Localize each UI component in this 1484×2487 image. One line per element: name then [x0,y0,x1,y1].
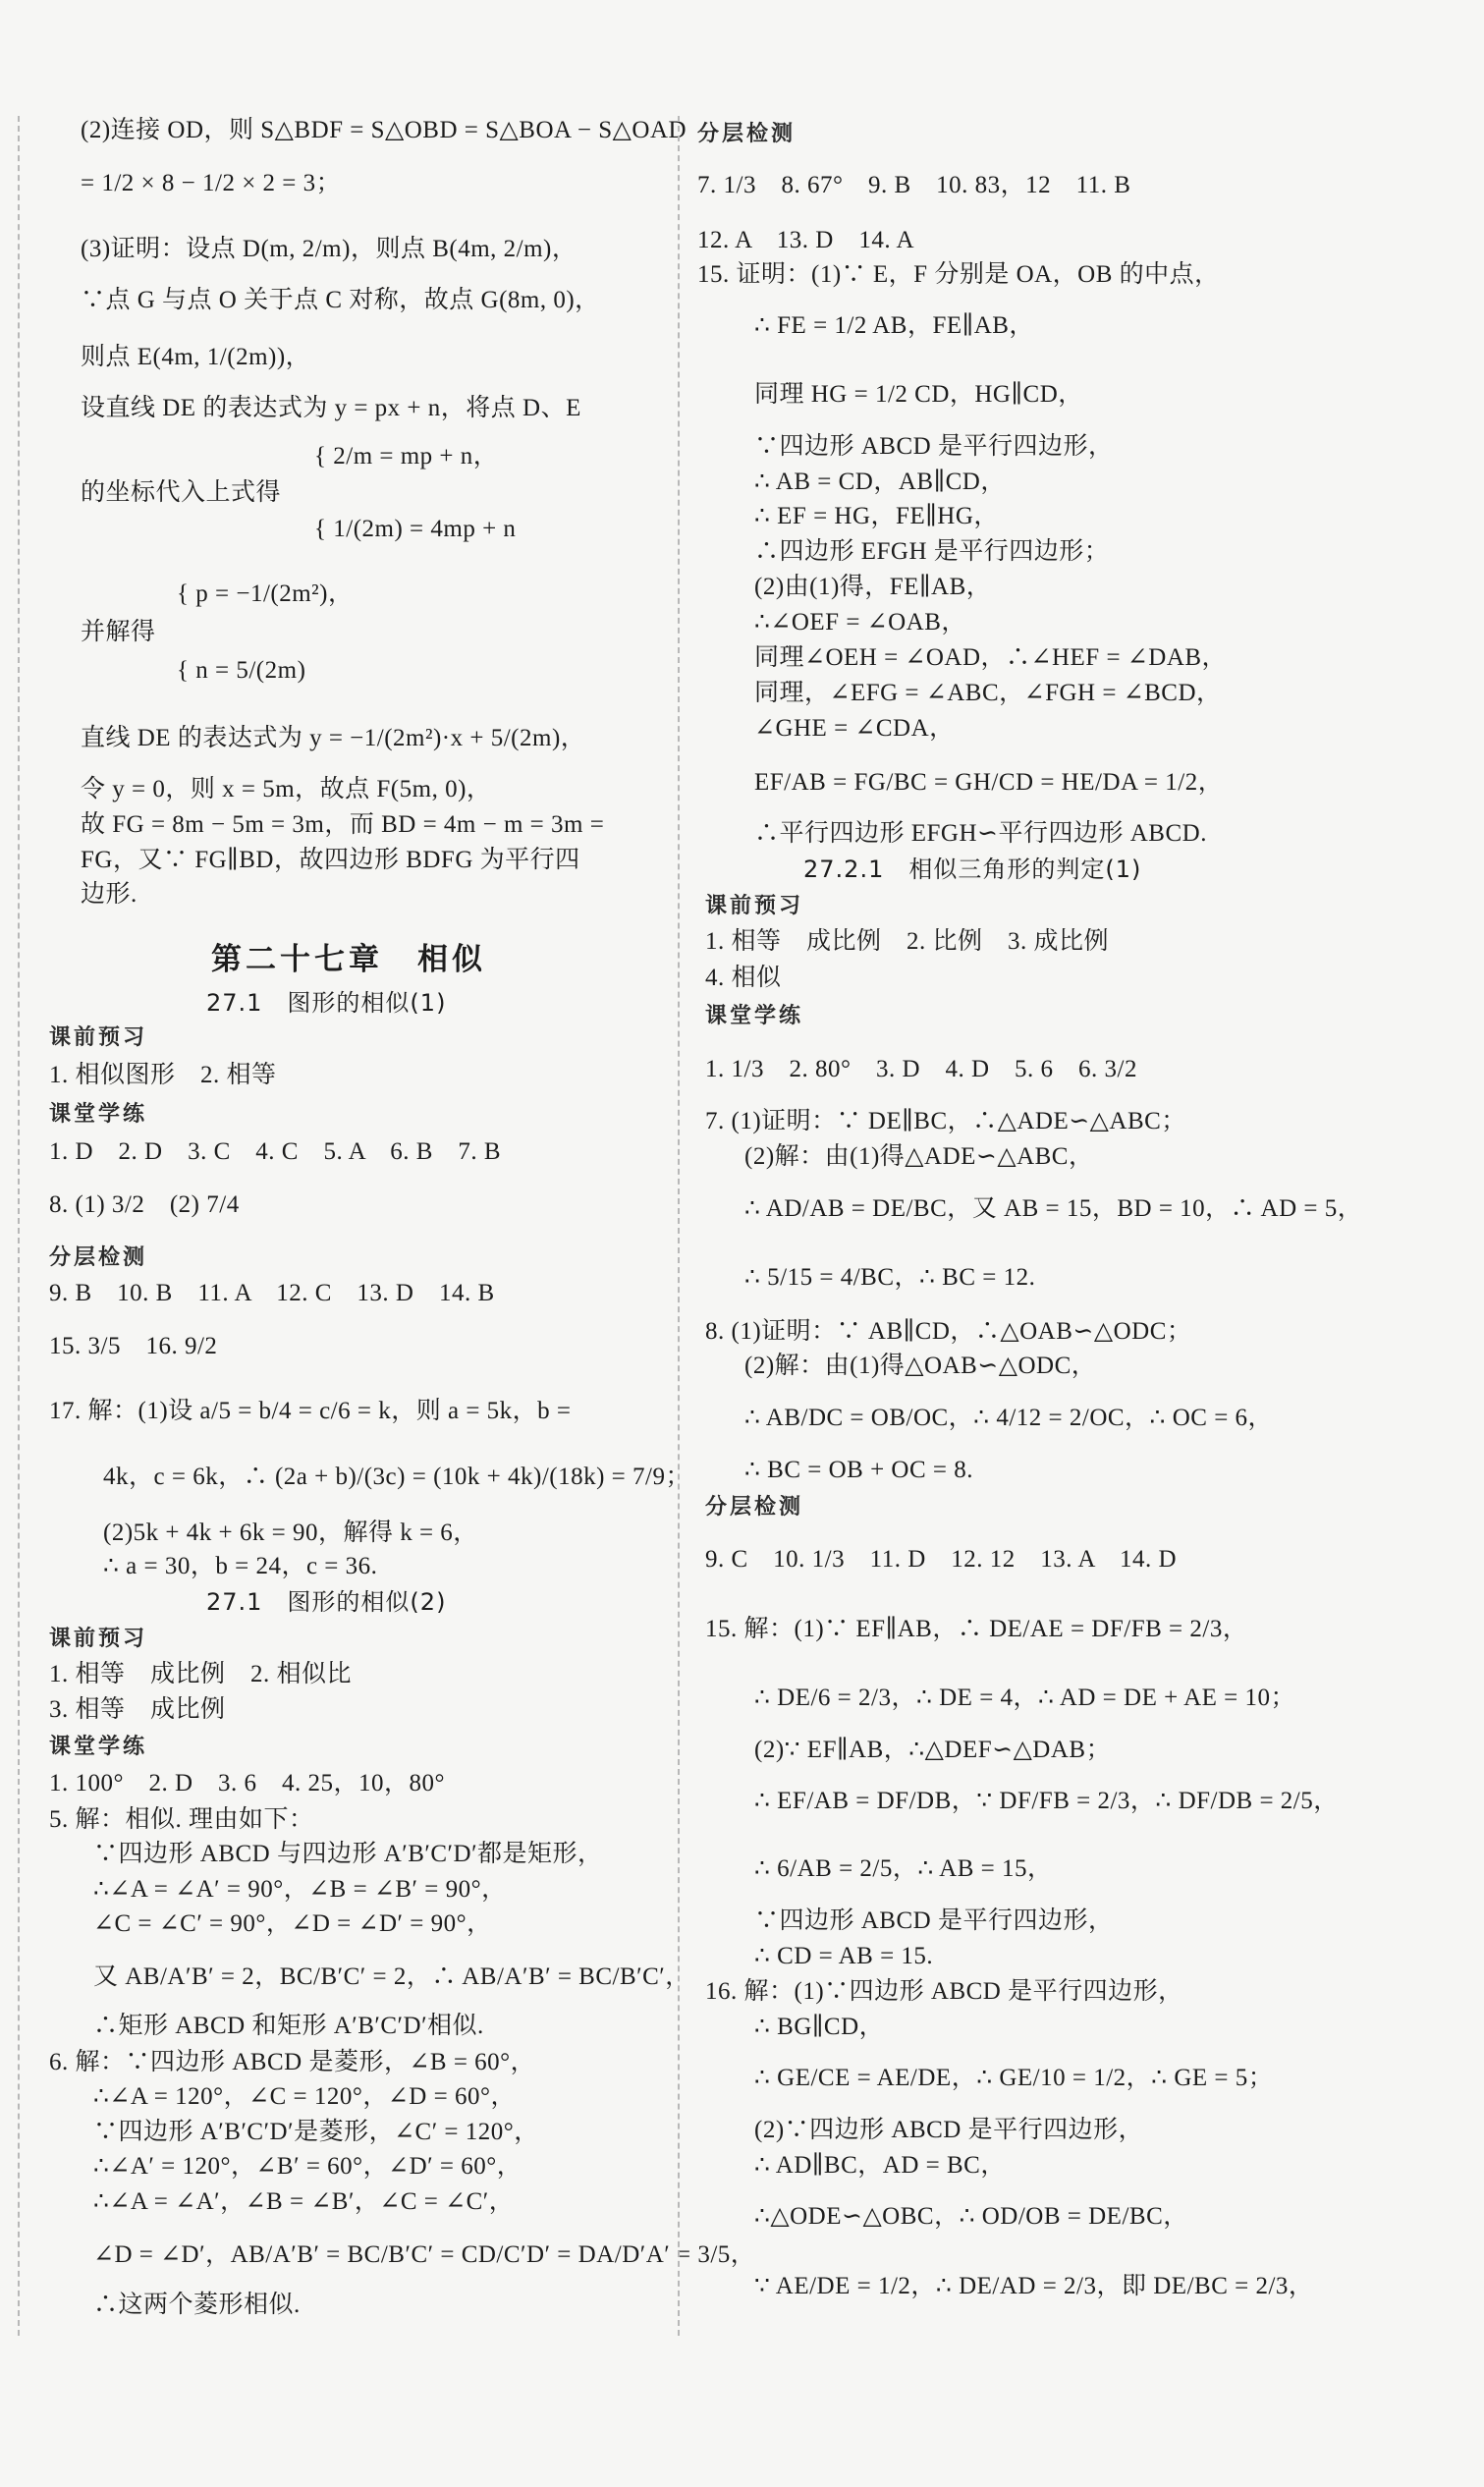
text-line: ∴△ODE∽△OBC，∴ OD/OB = DE/BC， [754,2203,1188,2230]
text-line: ∠C = ∠C′ = 90°，∠D = ∠D′ = 90°， [93,1910,492,1937]
text-line: ∵四边形 A′B′C′D′是菱形，∠C′ = 120°， [93,2119,539,2145]
section-title: 27.2.1 相似三角形的判定(1) [803,856,1142,883]
text-line: ∴ 6/AB = 2/5，∴ AB = 15， [754,1855,1053,1882]
text-line: ∴ AD∥BC，AD = BC， [754,2152,1006,2179]
text-line: 1. D 2. D 3. C 4. C 5. A 6. B 7. B [49,1138,502,1165]
text-line: ∴ BG∥CD， [754,2014,885,2040]
text-line: 9. C 10. 1/3 11. D 12. 12 13. A 14. D [705,1546,1178,1573]
text-line: 设直线 DE 的表达式为 y = px + n，将点 D、E [81,395,581,421]
text-line: ∴∠A′ = 120°，∠B′ = 60°，∠D′ = 60°， [93,2153,522,2180]
text-line: EF/AB = FG/BC = GH/CD = HE/DA = 1/2， [754,769,1224,796]
text-line: ∴平行四边形 EFGH∽平行四边形 ABCD. [754,820,1207,847]
section-label: 课前预习 [705,894,804,918]
text-line: ∵ AE/DE = 1/2，∴ DE/AD = 2/3，即 DE/BC = 2/3， [754,2273,1314,2299]
text-line: ∵点 G 与点 O 关于点 C 对称，故点 G(8m, 0)， [81,287,600,313]
text-line: 1. 相似图形 2. 相等 [49,1062,277,1088]
text-line: 12. A 13. D 14. A [697,227,915,253]
text-line: 9. B 10. B 11. A 12. C 13. D 14. B [49,1280,495,1306]
text-line: 1. 1/3 2. 80° 3. D 4. D 5. 6 6. 3/2 [705,1056,1137,1082]
text-line: (2)连接 OD，则 S△BDF = S△OBD = S△BOA − S△OAD [81,117,687,143]
section-label: 课前预习 [49,1627,148,1651]
text-line: FG，又∵ FG∥BD，故四边形 BDFG 为平行四 [81,847,580,873]
text-line: ∴ a = 30，b = 24，c = 36. [103,1553,378,1579]
text-line: (2)解：由(1)得△OAB∽△ODC， [744,1353,1097,1379]
text-line: 15. 证明：(1)∵ E，F 分别是 OA，OB 的中点， [697,261,1220,288]
section-label: 分层检测 [697,122,797,146]
section-title: 27.1 图形的相似(2) [206,1588,447,1616]
text-line: { n = 5/(2m) [177,657,306,684]
text-line: (2)∵ EF∥AB，∴△DEF∽△DAB； [754,1737,1112,1763]
text-line: 4k，c = 6k，∴ (2a + b)/(3c) = (10k + 4k)/(18k) = 7/9； [103,1464,690,1490]
text-line: ∴ AB/DC = OB/OC，∴ 4/12 = 2/OC，∴ OC = 6， [744,1405,1274,1431]
text-line: (2)由(1)得，FE∥AB， [754,574,992,600]
text-line: ∠D = ∠D′，AB/A′B′ = BC/B′C′ = CD/C′D′ = DA/D′A′ = 3/5， [93,2241,756,2268]
text-line: 6. 解：∵四边形 ABCD 是菱形，∠B = 60°， [49,2049,536,2075]
text-line: 1. 100° 2. D 3. 6 4. 25，10，80° [49,1770,446,1796]
text-line: 边形. [81,881,137,908]
text-line: ∴这两个菱形相似. [93,2292,301,2318]
text-line: ∴ 5/15 = 4/BC，∴ BC = 12. [744,1264,1036,1291]
text-line: ∵四边形 ABCD 与四边形 A′B′C′D′都是矩形， [93,1841,603,1867]
text-line: ∠GHE = ∠CDA， [754,715,955,742]
text-line: ∴ CD = AB = 15. [754,1943,934,1969]
text-line: 1. 相等 成比例 2. 相似比 [49,1661,353,1687]
text-line: { 1/(2m) = 4mp + n [314,516,517,542]
section-title: 27.1 图形的相似(1) [206,989,447,1017]
text-line: { 2/m = mp + n， [314,443,499,470]
text-line: 7. 1/3 8. 67° 9. B 10. 83，12 11. B [697,172,1131,198]
text-line: 同理 HG = 1/2 CD，HG∥CD， [754,381,1083,408]
section-label: 分层检测 [49,1245,148,1270]
section-label: 分层检测 [705,1495,804,1520]
text-line: ∴ FE = 1/2 AB，FE∥AB， [754,312,1034,339]
text-line: ∴ DE/6 = 2/3，∴ DE = 4，∴ AD = DE + AE = 10； [754,1685,1296,1711]
text-line: ∴ GE/CE = AE/DE，∴ GE/10 = 1/2，∴ GE = 5； [754,2065,1274,2091]
text-line: 令 y = 0，则 x = 5m，故点 F(5m, 0)， [81,776,492,802]
text-line: = 1/2 × 8 − 1/2 × 2 = 3； [81,170,342,196]
text-line: ∴ EF/AB = DF/DB，∵ DF/FB = 2/3，∴ DF/DB = 2/5， [754,1788,1339,1814]
text-line: 17. 解：(1)设 a/5 = b/4 = c/6 = k，则 a = 5k，b = [49,1398,572,1424]
text-line: 故 FG = 8m − 5m = 3m，而 BD = 4m − m = 3m = [81,811,605,838]
text-line: ∴∠A = 120°，∠C = 120°，∠D = 60°， [93,2083,516,2110]
text-line: ∴∠A = ∠A′，∠B = ∠B′，∠C = ∠C′， [93,2188,515,2215]
text-line: (2)5k + 4k + 6k = 90，解得 k = 6， [103,1520,478,1546]
text-line: 8. (1)证明：∵ AB∥CD，∴△OAB∽△ODC； [705,1318,1192,1345]
text-line: 1. 相等 成比例 2. 比例 3. 成比例 [705,928,1110,955]
text-line: (2)∵四边形 ABCD 是平行四边形， [754,2117,1144,2143]
text-line: 15. 解：(1)∵ EF∥AB，∴ DE/AE = DF/FB = 2/3， [705,1616,1248,1642]
text-line: 3. 相等 成比例 [49,1696,226,1723]
section-label: 课堂学练 [49,1735,148,1759]
text-line: 并解得 [81,619,156,645]
text-line: 同理，∠EFG = ∠ABC，∠FGH = ∠BCD， [754,680,1222,706]
section-label: 课堂学练 [49,1102,148,1127]
text-line: (3)证明：设点 D(m, 2/m)，则点 B(4m, 2/m)， [81,236,577,262]
text-line: 4. 相似 [705,965,782,991]
text-line: { p = −1/(2m²)， [177,580,354,607]
text-line: (2)解：由(1)得△ADE∽△ABC， [744,1143,1094,1170]
text-line: 8. (1) 3/2 (2) 7/4 [49,1191,240,1218]
section-label: 课前预习 [49,1025,148,1050]
text-line: 直线 DE 的表达式为 y = −1/(2m²)·x + 5/(2m)， [81,725,586,751]
text-line: ∴ BC = OB + OC = 8. [744,1457,974,1483]
text-line: 的坐标代入上式得 [81,479,282,506]
text-line: 5. 解：相似. 理由如下： [49,1806,314,1833]
text-line: 则点 E(4m, 1/(2m))， [81,344,311,370]
text-line: ∴ AB = CD，AB∥CD， [754,469,1006,495]
text-line: ∴∠A = ∠A′ = 90°，∠B = ∠B′ = 90°， [93,1876,507,1903]
section-label: 课堂学练 [705,1004,804,1028]
text-line: ∴四边形 EFGH 是平行四边形； [754,538,1110,565]
text-line: 16. 解：(1)∵四边形 ABCD 是平行四边形， [705,1978,1183,2005]
text-line: ∴∠OEF = ∠OAB， [754,609,966,636]
text-line: ∴ EF = HG，FE∥HG， [754,503,999,529]
text-line: ∴ AD/AB = DE/BC，又 AB = 15，BD = 10，∴ AD = 5， [744,1195,1363,1222]
left-margin-rule [18,116,20,2336]
column-divider [678,116,680,2336]
text-line: 7. (1)证明：∵ DE∥BC，∴△ADE∽△ABC； [705,1108,1186,1134]
text-line: ∵四边形 ABCD 是平行四边形， [754,433,1114,460]
text-line: ∵四边形 ABCD 是平行四边形， [754,1907,1114,1934]
chapter-title: 第二十七章 相似 [211,942,486,977]
text-line: 15. 3/5 16. 9/2 [49,1333,218,1359]
text-line: 又 AB/A′B′ = 2，BC/B′C′ = 2，∴ AB/A′B′ = BC/B′C′， [93,1963,690,1990]
text-line: ∴矩形 ABCD 和矩形 A′B′C′D′相似. [93,2013,484,2039]
text-line: 同理∠OEH = ∠OAD，∴∠HEF = ∠DAB， [754,644,1228,671]
